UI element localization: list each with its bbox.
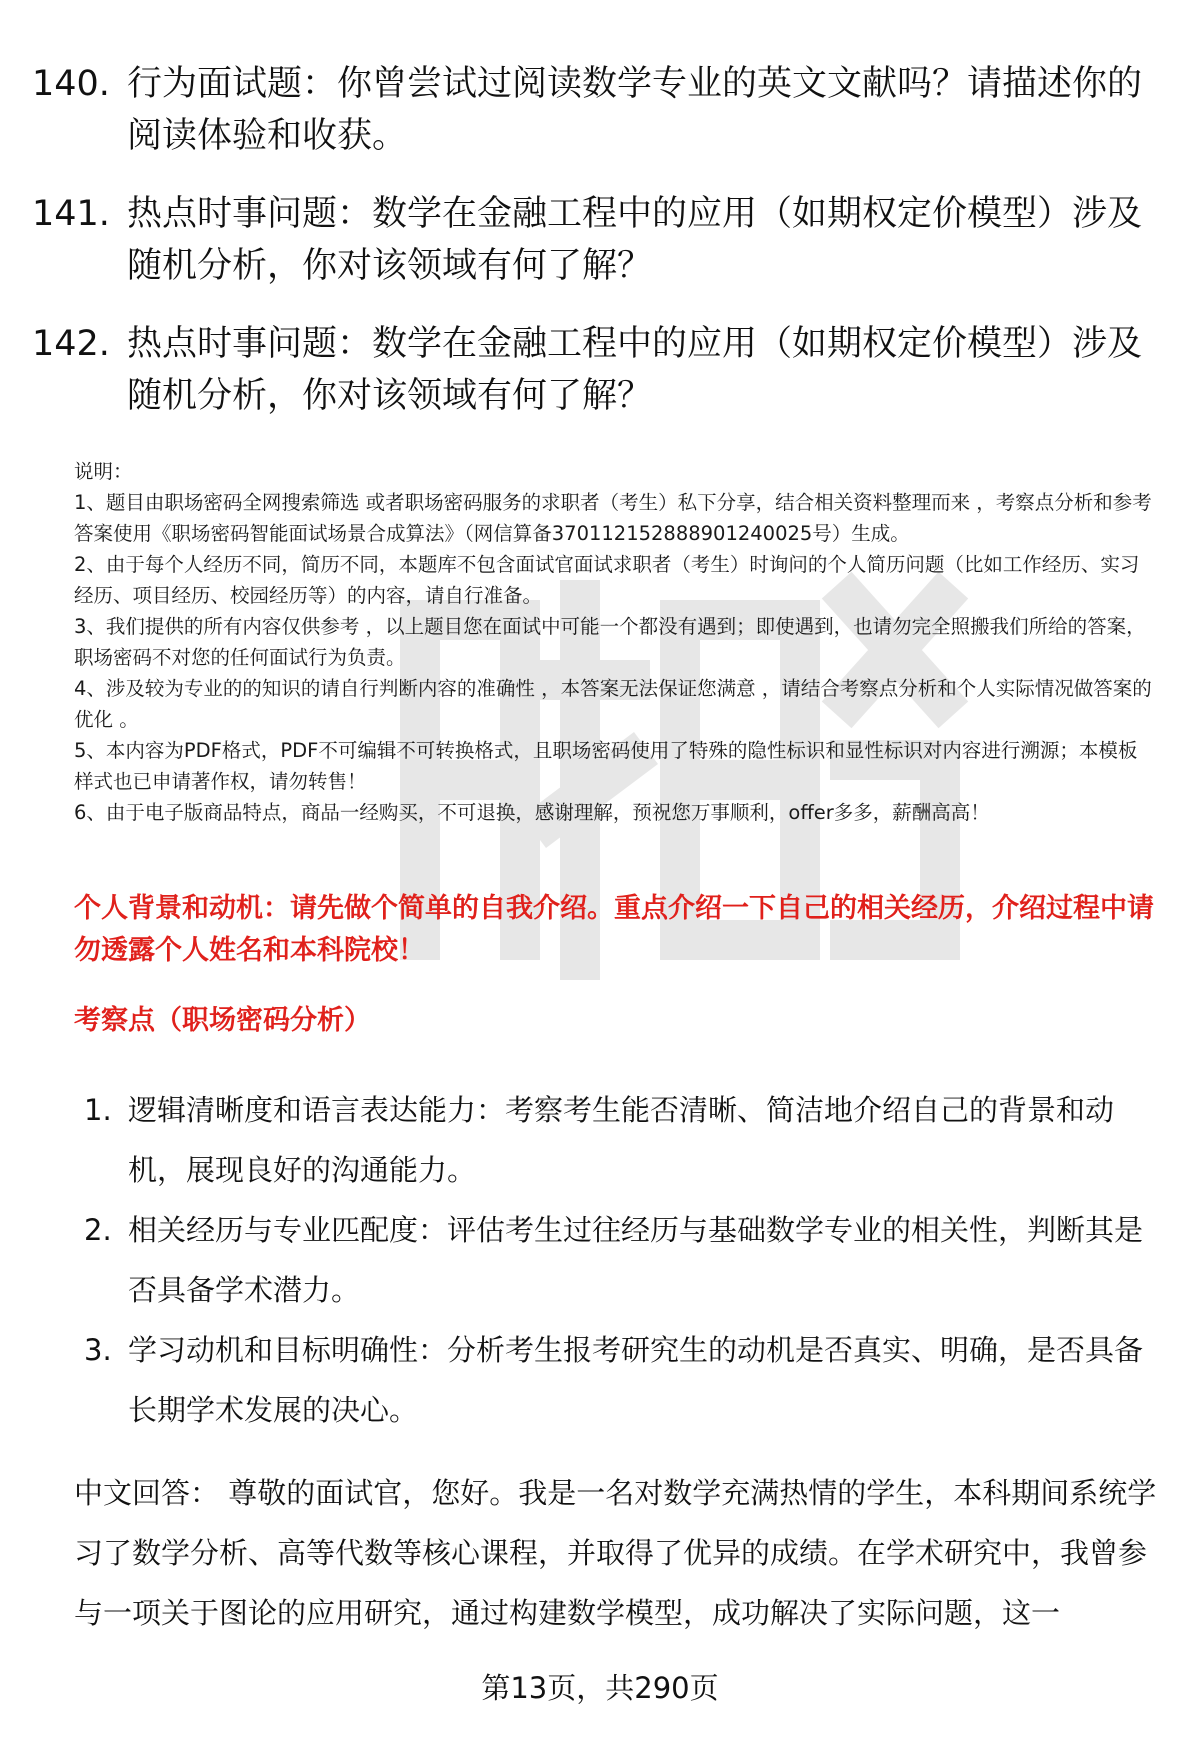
answer-paragraph: 中文回答： 尊敬的面试官，您好。我是一名对数学充满热情的学生，本科期间系统学习了数学分析、高等代数等核心课程，并取得了优异的成绩。在学术研究中，我曾参与一项关于图论的应用研究，通过构建数学模型，成功解决了实际问题，这一: [74, 1476, 1157, 1630]
section-heading: 个人背景和动机：请先做个简单的自我介绍。重点介绍一下自己的相关经历，介绍过程中请勿透露个人姓名和本科院校！: [74, 893, 1154, 966]
list-item-number: 1.: [84, 1093, 112, 1127]
list-item-text: 逻辑清晰度和语言表达能力：考察考生能否清晰、简洁地介绍自己的背景和动机，展现良好的沟通能力。: [128, 1093, 1115, 1187]
list-item-text: 相关经历与专业匹配度：评估考生过往经历与基础数学专业的相关性，判断其是否具备学术潜力。: [128, 1213, 1144, 1307]
question-item: [32, 58, 1152, 162]
question-number: 142.: [32, 324, 110, 364]
note-item: 4、涉及较为专业的的知识的请自行判断内容的准确性 ，本答案无法保证您满意 ，请结合考察点分析和个人实际情况做答案的优化 。: [74, 677, 1152, 731]
page-number: 第13页，共290页: [481, 1671, 719, 1705]
list-item: [84, 1080, 1164, 1200]
list-item: [84, 1320, 1164, 1440]
notes-title: 说明：: [74, 460, 133, 483]
question-text: 热点时事问题：数学在金融工程中的应用（如期权定价模型）涉及随机分析，你对该领域有何了解？: [127, 324, 1143, 416]
question-list: [32, 58, 1152, 448]
note-item: 2、由于每个人经历不同，简历不同，本题库不包含面试官面试求职者（考生）时询问的个人简历问题（比如工作经历、实习经历、项目经历、校园经历等）的内容，请自行准备。: [74, 553, 1140, 607]
assessment-points: [84, 1080, 1164, 1440]
question-text: 热点时事问题：数学在金融工程中的应用（如期权定价模型）涉及随机分析，你对该领域有何了解？: [127, 194, 1143, 286]
question-number: 140.: [32, 64, 110, 104]
list-item: [84, 1200, 1164, 1320]
list-item-number: 3.: [84, 1333, 112, 1367]
notes-block: [74, 456, 1156, 828]
question-text: 行为面试题：你曾尝试过阅读数学专业的英文文献吗？请描述你的阅读体验和收获。: [127, 64, 1143, 156]
list-item-number: 2.: [84, 1213, 112, 1247]
note-item: 6、由于电子版商品特点，商品一经购买，不可退换，感谢理解，预祝您万事顺利，offer多多，薪酬高高！: [74, 801, 990, 824]
question-item: [32, 188, 1152, 292]
question-item: [32, 318, 1152, 422]
note-item: 1、题目由职场密码全网搜索筛选 或者职场密码服务的求职者（考生）私下分享，结合相关资料整理而来 ，考察点分析和参考答案使用《职场密码智能面试场景合成算法》（网信算备370112152888901240025号）生成。: [74, 491, 1152, 545]
question-number: 141.: [32, 194, 110, 234]
section-subheading: 考察点（职场密码分析）: [74, 1005, 371, 1036]
note-item: 5、本内容为PDF格式，PDF不可编辑不可转换格式，且职场密码使用了特殊的隐性标识和显性标识对内容进行溯源；本模板样式也已申请著作权，请勿转售！: [74, 739, 1138, 793]
note-item: 3、我们提供的所有内容仅供参考 ，以上题目您在面试中可能一个都没有遇到；即使遇到，也请勿完全照搬我们所给的答案，职场密码不对您的任何面试行为负责。: [74, 615, 1146, 669]
list-item-text: 学习动机和目标明确性：分析考生报考研究生的动机是否真实、明确，是否具备长期学术发展的决心。: [128, 1333, 1144, 1427]
